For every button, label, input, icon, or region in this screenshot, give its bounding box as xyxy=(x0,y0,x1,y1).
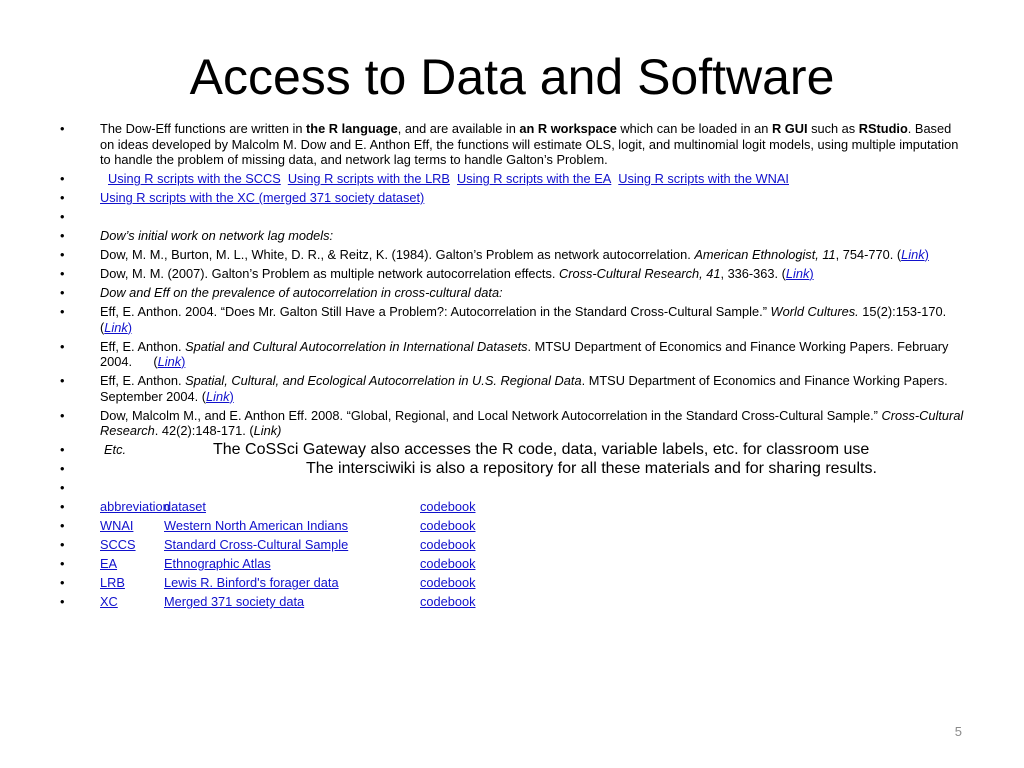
intro-bold-r-workspace: an R workspace xyxy=(519,121,617,136)
etc-row xyxy=(58,442,968,458)
ref-text: Eff, E. Anthon. xyxy=(100,373,186,389)
dataset-name[interactable]: Lewis R. Binford's forager data xyxy=(164,575,339,591)
dataset-row-lrb xyxy=(58,575,968,591)
ref-text: Eff, E. Anthon. 2004. “Does Mr. Galton Still Have a Problem?: Autocorrelation in the Standard Cross-Cultural Sample.” xyxy=(100,304,771,320)
link-eff-2004-us-regional[interactable]: Link xyxy=(206,388,230,404)
reference-dow-2007 xyxy=(58,266,968,282)
intro-text-2: , and are available in xyxy=(397,121,520,136)
ref-journal: Cross-Cultural Research xyxy=(100,407,964,439)
ref-text: . 42(2):148-171. ( xyxy=(154,423,254,439)
link-eff-2004-galton[interactable]: Link xyxy=(104,319,128,335)
ref-journal: World Cultures. xyxy=(770,304,859,320)
codebook-link[interactable]: codebook xyxy=(420,537,476,553)
ref-text: , 336-363. ( xyxy=(720,266,786,282)
page-number: 5 xyxy=(954,724,962,739)
intro-text-1: The Dow-Eff functions are written in xyxy=(100,121,307,136)
ref-text: Dow, M. M., Burton, M. L., White, D. R., & Reitz, K. (1984). Galton’s Problem as network autocorrelation. xyxy=(100,247,695,263)
link-ea-scripts[interactable]: Using R scripts with the EA xyxy=(456,171,612,187)
intro-text-5: . Based on ideas developed by Malcolm M. Dow and E. Anthon Eff, the functions will estimate OLS, logit, and multinomial logit models, using multiple imputation to handle the problem of missing data, and network lag terms to handle Galton’s Problem. xyxy=(100,121,959,168)
dow-heading xyxy=(58,228,968,244)
dataset-row-sccs xyxy=(58,537,968,553)
link-sccs-scripts[interactable]: Using R scripts with the SCCS xyxy=(108,171,281,187)
script-links-row xyxy=(58,171,968,187)
link-dow-eff-2008[interactable]: Link xyxy=(253,423,278,439)
ref-paren: ) xyxy=(924,247,929,263)
reference-eff-2004-galton xyxy=(58,304,968,335)
codebook-link[interactable]: codebook xyxy=(420,594,476,610)
ref-paren: ) xyxy=(127,319,133,335)
empty-bullet xyxy=(58,480,968,496)
ref-paren: ) xyxy=(277,423,282,439)
reference-eff-2004-us-regional xyxy=(58,373,968,404)
dataset-header-dataset[interactable]: dataset xyxy=(164,499,206,515)
link-xc-scripts[interactable]: Using R scripts with the XC (merged 371 society dataset) xyxy=(100,190,425,206)
intersciwiki-row xyxy=(58,461,968,477)
dow-eff-heading xyxy=(58,285,968,301)
dataset-name[interactable]: Standard Cross-Cultural Sample xyxy=(164,537,349,553)
etc-label: Etc. xyxy=(104,442,127,458)
dataset-abbr[interactable]: XC xyxy=(100,594,118,610)
dataset-abbr[interactable]: EA xyxy=(100,556,118,572)
link-eff-2004-international[interactable]: Link xyxy=(157,354,182,370)
dataset-header-abbreviation[interactable]: abbreviation xyxy=(100,499,170,515)
slide-title: Access to Data and Software xyxy=(189,49,835,105)
bullet-list xyxy=(58,121,968,613)
ref-title: Spatial, Cultural, and Ecological Autocorrelation in U.S. Regional Data xyxy=(185,373,582,389)
intro-bold-r-language: the R language xyxy=(306,121,398,136)
reference-dow-1984 xyxy=(58,247,968,263)
ref-text: . MTSU Department of Economics and Finance Working Papers. February 2004. ( xyxy=(100,338,952,370)
link-dow-2007[interactable]: Link xyxy=(785,266,810,282)
dataset-row-ea xyxy=(58,556,968,572)
codebook-link[interactable]: codebook xyxy=(420,575,476,591)
dataset-name[interactable]: Merged 371 society data xyxy=(164,594,305,610)
ref-title: Spatial and Cultural Autocorrelation in International Datasets xyxy=(185,338,528,354)
ref-text: Eff, E. Anthon. xyxy=(100,338,186,354)
dataset-abbr[interactable]: SCCS xyxy=(100,537,136,553)
link-wnai-scripts[interactable]: Using R scripts with the WNAI xyxy=(618,171,789,187)
dow-eff-heading-text: Dow and Eff on the prevalence of autocorrelation in cross-cultural data: xyxy=(100,285,503,301)
ref-text: Dow, Malcolm M., and E. Anthon Eff. 2008. “Global, Regional, and Local Network Autocorrelation in the Standard Cross-Cultural Sample.” xyxy=(100,407,882,423)
link-dow-1984[interactable]: Link xyxy=(901,247,925,263)
dataset-row-xc xyxy=(58,594,968,610)
ref-text: 15(2):153-170. ( xyxy=(100,304,947,335)
reference-dow-eff-2008 xyxy=(58,408,968,439)
ref-paren: ) xyxy=(809,266,814,282)
intersciwiki-note: The intersciwiki is also a repository for all these materials and for sharing results. xyxy=(306,460,877,478)
codebook-link[interactable]: codebook xyxy=(420,556,476,572)
ref-journal: Cross-Cultural Research, 41 xyxy=(559,266,721,282)
ref-paren: ) xyxy=(181,354,186,370)
dataset-name[interactable]: Ethnographic Atlas xyxy=(164,556,271,572)
cossci-note: The CoSSci Gateway also accesses the R code, data, variable labels, etc. for classroom use xyxy=(213,441,870,459)
link-lrb-scripts[interactable]: Using R scripts with the LRB xyxy=(287,171,450,187)
dataset-name[interactable]: Western North American Indians xyxy=(164,518,348,534)
ref-paren: ) xyxy=(229,388,234,404)
ref-journal: American Ethnologist, 11 xyxy=(694,247,836,263)
ref-text: , 754-770. ( xyxy=(835,247,902,263)
dataset-row-wnai xyxy=(58,518,968,534)
xc-link-row xyxy=(58,190,968,206)
intro-bold-r-gui: R GUI xyxy=(771,121,808,136)
dow-heading-text: Dow’s initial work on network lag models: xyxy=(100,228,334,244)
intro-text-3: which can be loaded in an xyxy=(616,121,772,136)
dataset-header-row xyxy=(58,499,968,515)
dataset-abbr[interactable]: WNAI xyxy=(100,518,134,534)
dataset-header-codebook[interactable]: codebook xyxy=(420,499,476,515)
ref-text: Dow, M. M. (2007). Galton’s Problem as multiple network autocorrelation effects. xyxy=(100,266,559,282)
intro-paragraph xyxy=(58,121,968,168)
empty-bullet xyxy=(58,209,968,225)
dataset-abbr[interactable]: LRB xyxy=(100,575,125,591)
intro-text-4: such as xyxy=(807,121,859,136)
reference-eff-2004-international xyxy=(58,339,968,370)
ref-text: . MTSU Department of Economics and Finance Working Papers. September 2004. ( xyxy=(100,373,948,404)
codebook-link[interactable]: codebook xyxy=(420,518,476,534)
intro-bold-rstudio: RStudio xyxy=(858,121,908,136)
